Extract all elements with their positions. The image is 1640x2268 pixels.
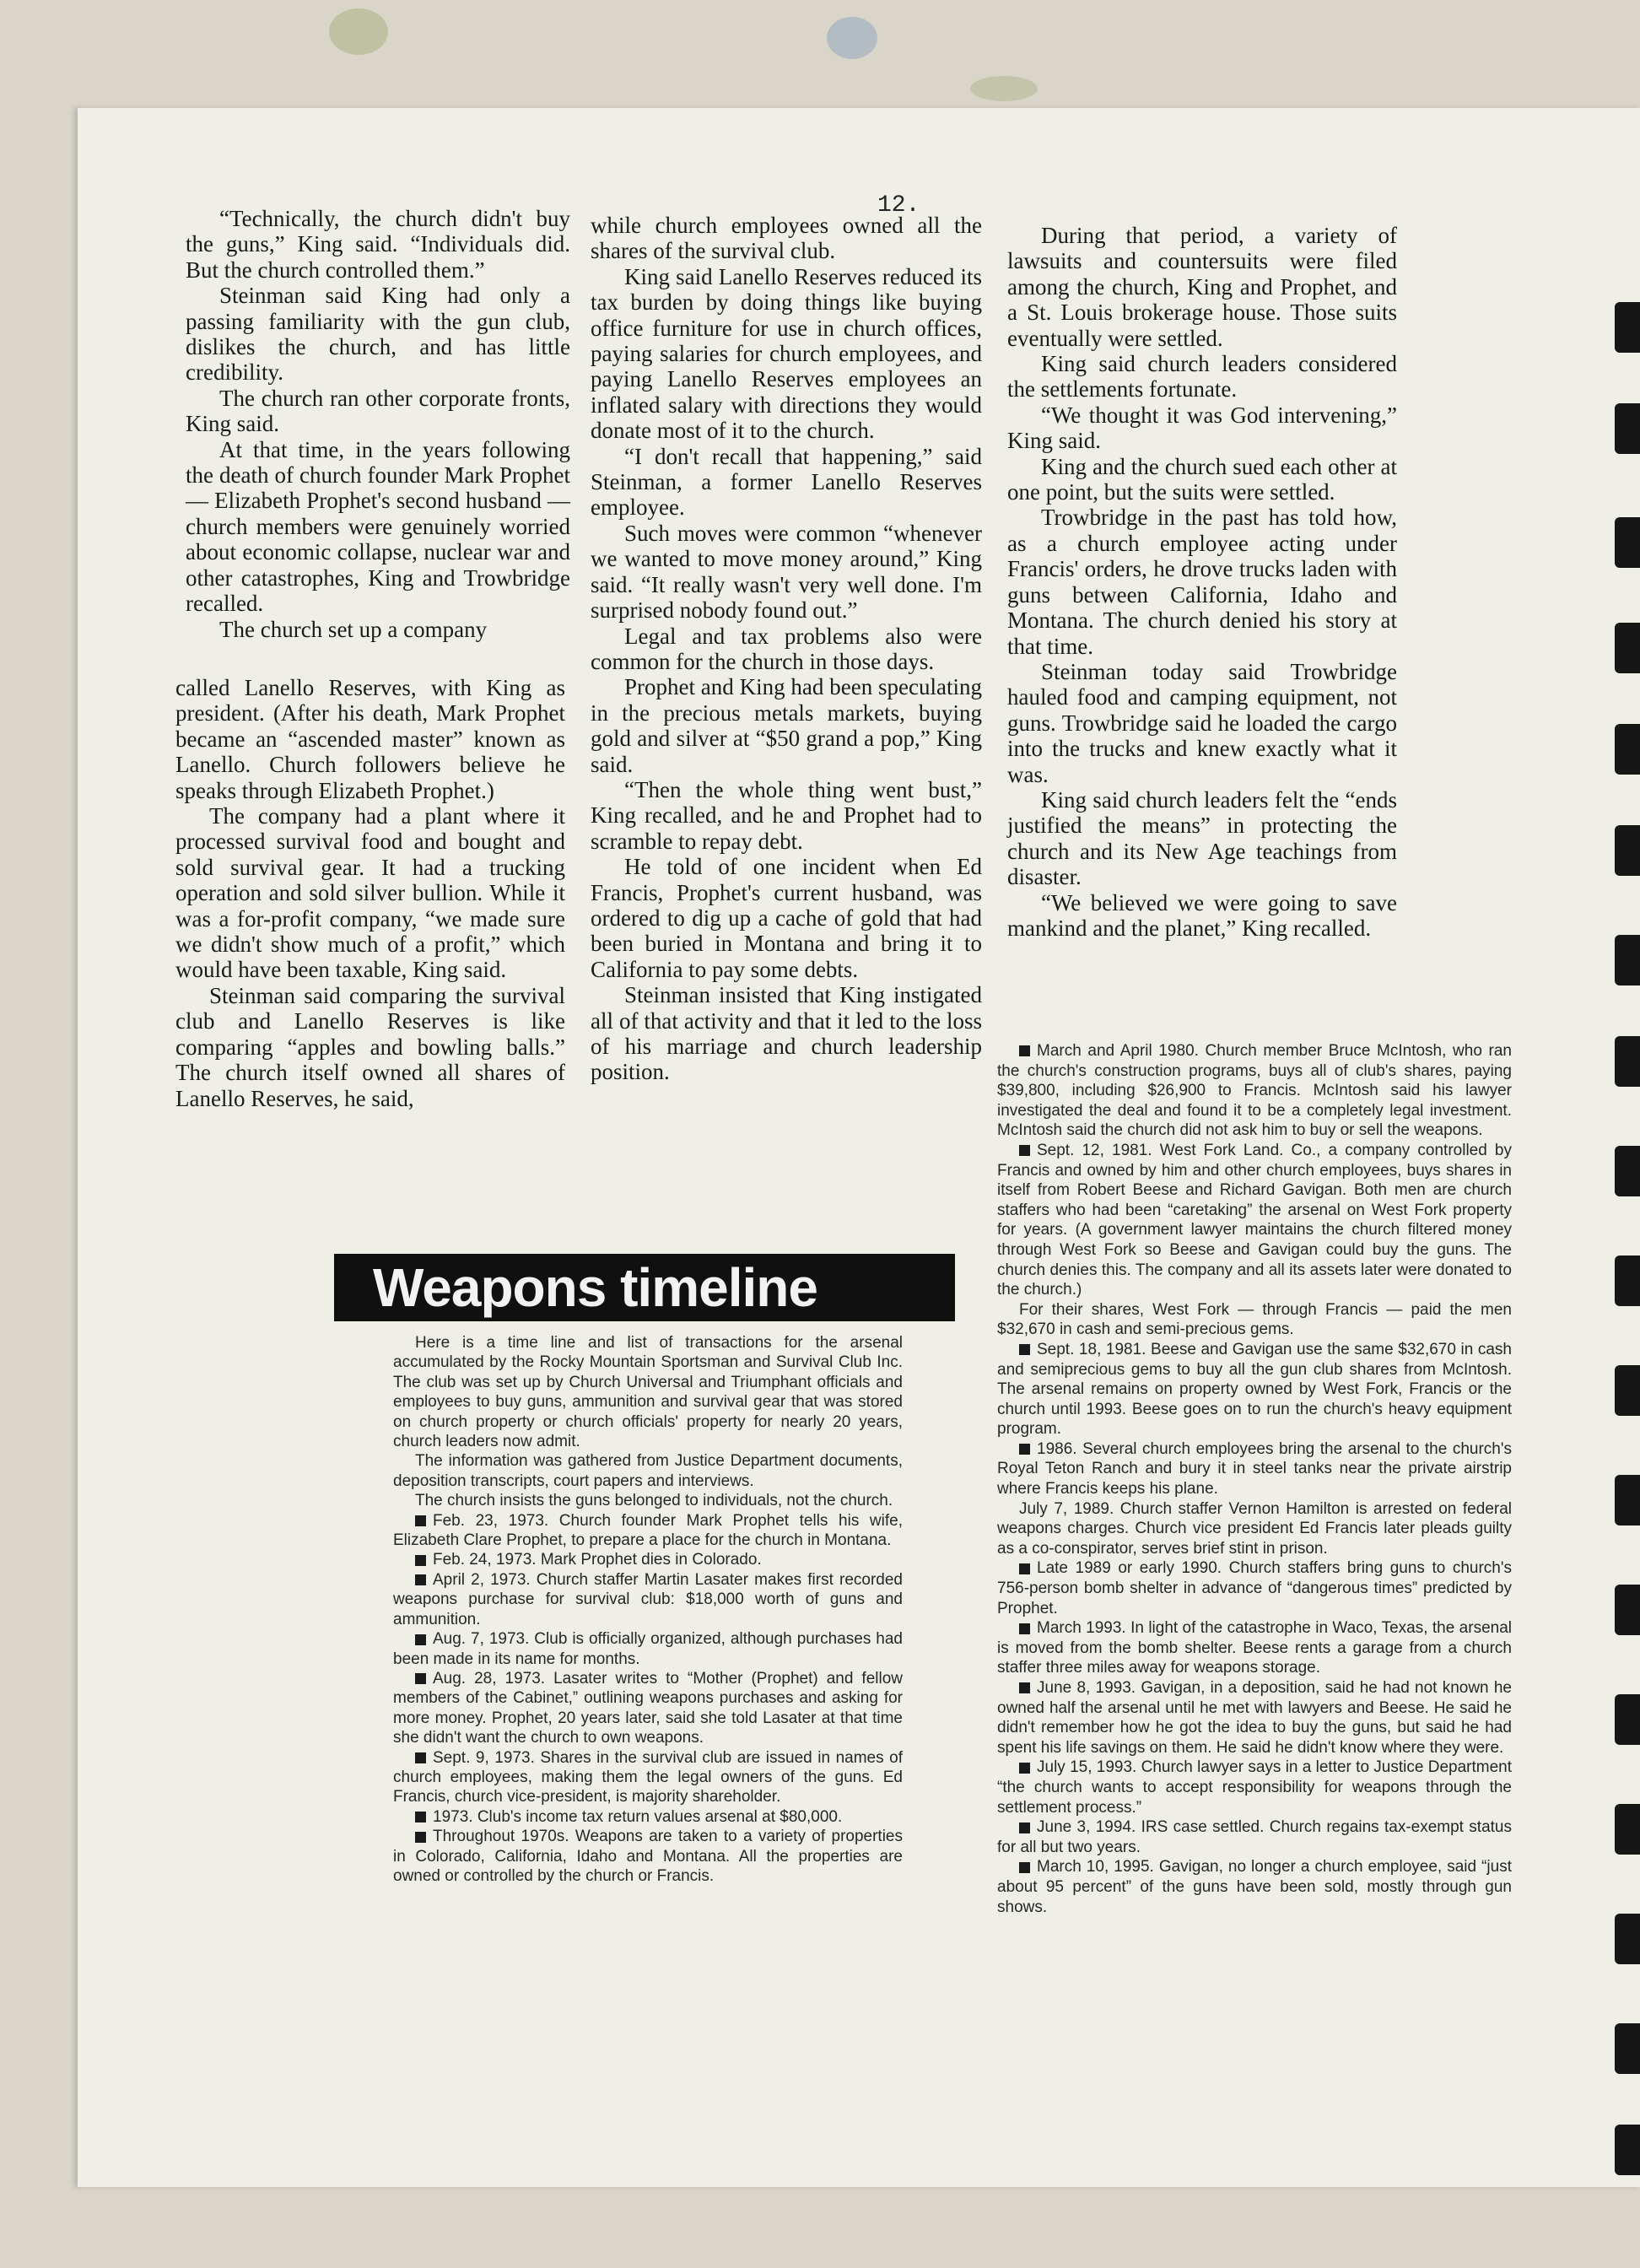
paragraph: “I don't recall that happening,” said Steinman, a former Lanello Reserves employee. (591, 443, 982, 521)
timeline-entry: July 15, 1993. Church lawyer says in a letter to Justice Department “the church wants to accept responsibility for weapons through the settlement process.” (997, 1758, 1512, 1817)
bullet-icon (1019, 1444, 1030, 1455)
timeline-left-column (393, 1333, 903, 1886)
bullet-icon (1019, 1045, 1030, 1056)
bullet-icon (1019, 1822, 1030, 1833)
timeline-entry: Sept. 9, 1973. Shares in the survival club are issued in names of church employees, making them the legal owners of the guns. Ed Francis, church vice-president, is majority shareholder. (393, 1748, 903, 1806)
paragraph: Such moves were common “whenever we wanted to move money around,” King said. “It really wasn't very well done. I'm surprised nobody found out.” (591, 520, 982, 624)
bullet-icon (1019, 1763, 1030, 1774)
timeline-entry: March 10, 1995. Gavigan, no longer a church employee, said “just about 95 percent” of the guns have been sold, mostly through gun shows. (997, 1858, 1512, 1916)
spiral-binding (1610, 277, 1640, 2268)
bullet-icon (415, 1634, 426, 1645)
paragraph: King and the church sued each other at one point, but the suits were settled. (1007, 453, 1397, 505)
timeline-entry: For their shares, West Fork — through Francis — paid the men $32,670 in cash and semi-precious gems. (997, 1300, 1512, 1339)
timeline-entry: July 7, 1989. Church staffer Vernon Hamilton is arrested on federal weapons charges. Church vice president Ed Francis later pleads guilty as a co-conspirator, serves brief stint in prison. (997, 1499, 1512, 1558)
paragraph: King said church leaders considered the settlements fortunate. (1007, 351, 1397, 402)
timeline-entry: Aug. 28, 1973. Lasater writes to “Mother (Prophet) and fellow members of the Cabinet,” outlining weapons purchases and asking for more money. Prophet, 20 years later, said she told Lasater at that time she didn't want the church to own weapons. (393, 1669, 903, 1747)
timeline-intro: The church insists the guns belonged to individuals, not the church. (415, 1492, 893, 1510)
paragraph: while church employees owned all the shares of the survival club. (591, 213, 982, 264)
paragraph: “We believed we were going to save mankind and the planet,” King recalled. (1007, 889, 1397, 941)
paragraph: Legal and tax problems also were common for the church in those days. (591, 623, 982, 674)
timeline-entry: Aug. 7, 1973. Club is officially organized, although purchases had been made in its name for months. (393, 1630, 903, 1668)
bullet-icon (1019, 1344, 1030, 1355)
timeline-entry: June 3, 1994. IRS case settled. Church regains tax-exempt status for all but two years. (997, 1818, 1512, 1856)
article-column-1-top (186, 206, 570, 642)
paragraph: Trowbridge in the past has told how, as a church employee acting under Francis' orders, he drove trucks laden with guns between California, Idaho and Montana. The church denied his story at that time. (1007, 505, 1397, 659)
paragraph: During that period, a variety of lawsuits and countersuits were filed among the church, King and Prophet, and a St. Louis brokerage house. Those suits eventually were settled. (1007, 223, 1397, 351)
paint-stain (827, 17, 877, 59)
paragraph: Steinman said King had only a passing familiarity with the gun club, dislikes the church, and has little credibility. (186, 283, 570, 386)
page-number: 12. (877, 192, 920, 219)
timeline-entry: Sept. 18, 1981. Beese and Gavigan use the same $32,670 in cash and semiprecious gems to buy all the gun club shares from McIntosh. The arsenal remains on property owned by West Fork, Francis or the church until 1993. Beese goes on to run the church's heavy equipment program. (997, 1340, 1512, 1439)
bullet-icon (1019, 1623, 1030, 1634)
paint-stain (329, 8, 388, 55)
bullet-icon (415, 1673, 426, 1684)
bullet-icon (1019, 1563, 1030, 1574)
paragraph: Steinman today said Trowbridge hauled food and camping equipment, not guns. Trowbridge said he loaded the cargo into the trucks and knew exactly what it was. (1007, 658, 1397, 787)
timeline-intro: The information was gathered from Justice Department documents, deposition transcripts, court papers and interviews. (393, 1452, 903, 1490)
bullet-icon (1019, 1145, 1030, 1156)
paragraph: “Technically, the church didn't buy the guns,” King said. “Individuals did. But the church controlled them.” (186, 206, 570, 283)
timeline-entry: Feb. 24, 1973. Mark Prophet dies in Colorado. (393, 1550, 903, 1569)
timeline-entry: Feb. 23, 1973. Church founder Mark Prophet tells his wife, Elizabeth Clare Prophet, to prepare a place for the church in Montana. (393, 1511, 903, 1550)
bullet-icon (1019, 1862, 1030, 1873)
timeline-entry: 1986. Several church employees bring the arsenal to the church's Royal Teton Ranch and bury it in steel tanks near the private airstrip where Francis keeps his plane. (997, 1439, 1512, 1498)
bullet-icon (1019, 1682, 1030, 1693)
paragraph: “Then the whole thing went bust,” King recalled, and he and Prophet had to scramble to repay debt. (591, 776, 982, 854)
paragraph: called Lanello Reserves, with King as president. (After his death, Mark Prophet became an “ascended master” known as Lanello. Church followers believe he speaks through Elizabeth Prophet.) (175, 675, 565, 803)
bullet-icon (415, 1812, 426, 1822)
article-column-1-bottom (175, 675, 565, 1111)
paragraph: The company had a plant where it processed survival food and bought and sold survival gear. It had a trucking operation and sold silver bullion. While it was a for-profit company, “we made sure we didn't show much of a profit,” which would have been taxable, King said. (175, 803, 565, 983)
paragraph: “We thought it was God intervening,” King said. (1007, 402, 1397, 454)
bullet-icon (415, 1832, 426, 1843)
paragraph: The church set up a company (219, 616, 488, 642)
paragraph: At that time, in the years following the death of church founder Mark Prophet — Elizabeth Prophet's second husband — church members were genuinely worried about economic collapse, nuclear war and other catastrophes, King and Trowbridge recalled. (186, 436, 570, 617)
timeline-entry: June 8, 1993. Gavigan, in a deposition, said he had not known he owned half the arsenal until he met with lawyers and Beese. He said he didn't remember how he got the idea to buy the guns, but said he had spent his life savings on them. He said he didn't know where they were. (997, 1679, 1512, 1757)
paragraph: Prophet and King had been speculating in the precious metals markets, buying gold and silver at “$50 grand a pop,” King said. (591, 674, 982, 777)
paragraph: The church ran other corporate fronts, King said. (186, 385, 570, 437)
article-column-2 (591, 213, 982, 1085)
article-column-3 (1007, 223, 1397, 941)
paragraph: He told of one incident when Ed Francis, Prophet's current husband, was ordered to dig up a cache of gold that had been buried in Montana and bring it to California to pay some debts. (591, 854, 982, 982)
bullet-icon (415, 1515, 426, 1526)
paragraph: Steinman insisted that King instigated all of that activity and that it led to the loss of his marriage and church leadership position. (591, 982, 982, 1085)
paragraph: King said church leaders felt the “ends justified the means” in protecting the church and its New Age teachings from disaster. (1007, 786, 1397, 890)
timeline-entry: Sept. 12, 1981. West Fork Land. Co., a company controlled by Francis and owned by him and other church employees, buys shares in itself from Robert Beese and Richard Gavigan. Both men are church staffers who had been “caretaking” the arsenal on West Fork property for years. (A government lawyer maintains the church filtered money through West Fork so Beese and Gavigan could buy the guns. The church denies this. The company and all its assets later were donated to the church.) (997, 1141, 1512, 1299)
paragraph: King said Lanello Reserves reduced its tax burden by doing things like buying office furniture for use in church offices, paying salaries for church employees, and paying Lanello Reserves employees an inflated salary with directions they would donate most of it to the church. (591, 263, 982, 444)
timeline-entry: Late 1989 or early 1990. Church staffers bring guns to church's 756-person bomb shelter in advance of “dangerous times” predicted by Prophet. (997, 1559, 1512, 1617)
bullet-icon (415, 1555, 426, 1566)
timeline-entry: March 1993. In light of the catastrophe in Waco, Texas, the arsenal is moved from the bomb shelter. Beese rents a garage from a church staffer three miles away for weapons storage. (997, 1619, 1512, 1677)
bullet-icon (415, 1574, 426, 1585)
bullet-icon (415, 1752, 426, 1763)
paint-stain (970, 76, 1038, 101)
timeline-entry: April 2, 1973. Church staffer Martin Lasater makes first recorded weapons purchase for survival club: $18,000 worth of guns and ammunition. (393, 1570, 903, 1628)
timeline-right-column (997, 1041, 1512, 1917)
timeline-entry: Throughout 1970s. Weapons are taken to a variety of properties in Colorado, California, Idaho and Montana. All the properties are owned or controlled by the church or Francis. (393, 1828, 903, 1885)
paragraph: Steinman said comparing the survival club and Lanello Reserves is like comparing “apples and bowling balls.” The church itself owned all shares of Lanello Reserves, he said, (175, 982, 565, 1111)
timeline-intro: Here is a time line and list of transactions for the arsenal accumulated by the Rocky Mountain Sportsman and Survival Club Inc. The club was set up by Church Universal and Triumphant officials and employees to buy guns, ammunition and survival gear that was stored on church property or church officials' property for nearly 20 years, church leaders now admit. (393, 1334, 903, 1451)
timeline-heading: Weapons timeline (334, 1254, 955, 1321)
timeline-entry: March and April 1980. Church member Bruce McIntosh, who ran the church's construction programs, buys all of club's shares, paying $39,800, including $26,900 to Francis. McIntosh said his lawyer investigated the deal and found it to be a completely legal investment. McIntosh said the church did not ask him to buy or sell the weapons. (997, 1042, 1512, 1140)
timeline-entry: 1973. Club's income tax return values arsenal at $80,000. (393, 1807, 903, 1827)
